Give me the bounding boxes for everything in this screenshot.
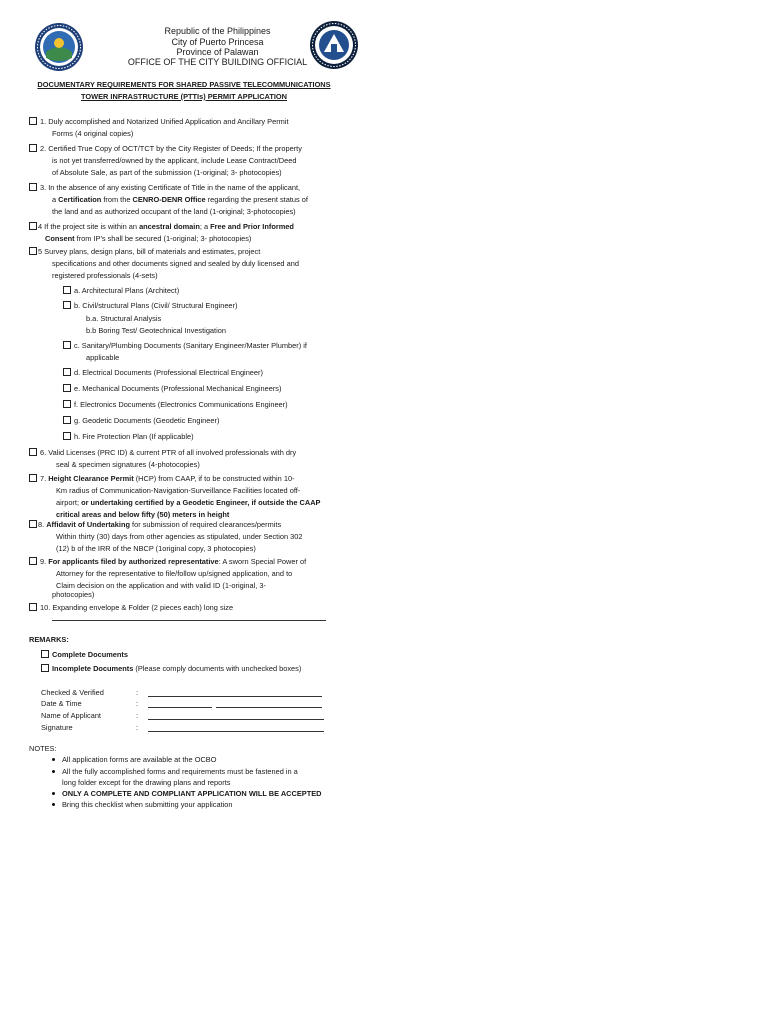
bullet-icon [52, 758, 55, 761]
checkbox[interactable] [63, 416, 71, 424]
requirement-9-cont: Attorney for the representative to file/follow up/signed application, and to [56, 569, 293, 578]
field-line-applicant[interactable] [148, 710, 324, 720]
sub-item-f: f. Electronics Documents (Electronics Communications Engineer) [63, 399, 288, 411]
checkbox[interactable] [41, 664, 49, 672]
field-label-checked: Checked & Verified [41, 688, 104, 697]
requirement-6-cont: seal & specimen signatures (4-photocopies) [56, 460, 200, 469]
requirement-6: 6. Valid Licenses (PRC ID) & current PTR of all involved professionals with dry [29, 447, 296, 459]
requirement-1-cont: Forms (4 original copies) [52, 129, 134, 138]
requirement-4: 4 If the project site is within an ancestral domain; a Free and Prior Informed [29, 221, 294, 233]
city-seal-left [34, 22, 84, 72]
header-line-city: City of Puerto Princesa [171, 37, 264, 47]
sub-item-h: h. Fire Protection Plan (If applicable) [63, 431, 194, 443]
requirement-9: 9. For applicants filed by authorized representative: A sworn Special Power of [29, 556, 306, 568]
checkbox[interactable] [29, 474, 37, 482]
requirement-5-cont: specifications and other documents signed and sealed by duly licensed and [52, 259, 299, 268]
field-label-date: Date & Time [41, 699, 82, 708]
checkbox[interactable] [63, 432, 71, 440]
sub-item-a: a. Architectural Plans (Architect) [63, 285, 179, 297]
header-line-office: OFFICE OF THE CITY BUILDING OFFICIAL [127, 57, 308, 67]
notes-heading: NOTES: [29, 744, 57, 753]
checkbox[interactable] [29, 603, 37, 611]
note-item: Bring this checklist when submitting your application [52, 799, 232, 811]
note-item: All the fully accomplished forms and requirements must be fastened in a [52, 766, 298, 778]
checkbox[interactable] [63, 368, 71, 376]
sub-item-ba: b.a. Structural Analysis [86, 314, 162, 323]
requirement-3-cont: the land and as authorized occupant of the land (1-original; 3-photocopies) [52, 207, 296, 216]
requirement-9-cont: photocopies) [52, 590, 95, 599]
field-colon: : [136, 688, 139, 697]
remark-incomplete: Incomplete Documents (Please comply documents with unchecked boxes) [41, 663, 301, 675]
divider-line [52, 620, 326, 621]
requirement-8: 8. Affidavit of Undertaking for submission of required clearances/permits [29, 519, 281, 531]
checkbox[interactable] [63, 341, 71, 349]
checkbox[interactable] [29, 183, 37, 191]
requirement-9-cont: Claim decision on the application and with valid ID (1-original, 3- [56, 581, 266, 590]
checkbox[interactable] [41, 650, 49, 658]
checkbox[interactable] [63, 400, 71, 408]
bullet-icon [52, 792, 55, 795]
sub-item-c: c. Sanitary/Plumbing Documents (Sanitary Engineer/Master Plumber) if [63, 340, 307, 352]
field-colon: : [136, 699, 139, 708]
sub-item-bb: b.b Boring Test/ Geotechnical Investigation [86, 326, 226, 335]
field-colon: : [136, 711, 139, 720]
requirement-2-cont: is not yet transferred/owned by the applicant, include Lease Contract/Deed [52, 156, 297, 165]
field-label-applicant: Name of Applicant [41, 711, 101, 720]
sub-item-d: d. Electrical Documents (Professional Electrical Engineer) [63, 367, 263, 379]
requirement-8-cont: Within thirty (30) days from other agencies as stipulated, under Section 302 [56, 532, 303, 541]
checkbox[interactable] [29, 117, 37, 125]
field-line-checked[interactable] [148, 687, 322, 697]
header-line-province: Province of Palawan [176, 47, 259, 57]
checkbox[interactable] [29, 520, 37, 528]
checkbox[interactable] [29, 144, 37, 152]
field-line-time[interactable] [216, 698, 322, 708]
requirement-3: 3. In the absence of any existing Certificate of Title in the name of the applicant, [29, 182, 300, 194]
requirement-10: 10. Expanding envelope & Folder (2 pieces each) long size [29, 602, 233, 614]
bullet-icon [52, 803, 55, 806]
requirement-8-cont: (12) b of the IRR of the NBCP (1original copy, 3 photocopies) [56, 544, 256, 553]
requirement-2-cont: of Absolute Sale, as part of the submission (1-original; 3- photocopies) [52, 168, 282, 177]
sub-item-b: b. Civil/structural Plans (Civil/ Structural Engineer) [63, 300, 237, 312]
note-item: ONLY A COMPLETE AND COMPLIANT APPLICATION WILL BE ACCEPTED [52, 788, 322, 800]
requirement-7: 7. Height Clearance Permit (HCP) from CAAP, if to be constructed within 10- [29, 473, 295, 485]
requirement-2: 2. Certified True Copy of OCT/TCT by the City Register of Deeds; If the property [29, 143, 302, 155]
checkbox[interactable] [63, 286, 71, 294]
header-line-republic: Republic of the Philippines [164, 26, 271, 36]
requirement-4-cont: Consent from IP's shall be secured (1-original; 3- photocopies) [45, 234, 252, 243]
requirement-5-cont: registered professionals (4-sets) [52, 271, 158, 280]
checkbox[interactable] [29, 448, 37, 456]
field-line-signature[interactable] [148, 722, 324, 732]
requirement-3-cont: a Certification from the CENRO-DENR Office regarding the present status of [52, 195, 308, 204]
bullet-icon [52, 770, 55, 773]
checkbox[interactable] [63, 384, 71, 392]
requirement-7-cont: Km radius of Communication-Navigation-Surveillance Facilities located off- [56, 486, 301, 495]
requirement-7-cont: airport; or undertaking certified by a Geodetic Engineer, if outside the CAAP [56, 498, 321, 507]
field-colon: : [136, 723, 139, 732]
sub-item-c-cont: applicable [86, 353, 120, 362]
note-item: All application forms are available at the OCBO [52, 754, 216, 766]
checkbox[interactable] [29, 557, 37, 565]
document-title-line1: DOCUMENTARY REQUIREMENTS FOR SHARED PASSIVE TELECOMMUNICATIONS [37, 80, 331, 89]
field-label-signature: Signature [41, 723, 73, 732]
sub-item-e: e. Mechanical Documents (Professional Mechanical Engineers) [63, 383, 281, 395]
note-item-cont: long folder except for the drawing plans and reports [62, 778, 231, 787]
checkbox[interactable] [29, 222, 37, 230]
requirement-1: 1. Duly accomplished and Notarized Unified Application and Ancillary Permit [29, 116, 289, 128]
requirement-7-cont: critical areas and below fifty (50) meters in height [56, 510, 230, 519]
document-title-line2: TOWER INFRASTRUCTURE (PTTIs) PERMIT APPLICATION [81, 92, 287, 101]
sub-item-g: g. Geodetic Documents (Geodetic Engineer) [63, 415, 219, 427]
remark-complete: Complete Documents [41, 649, 128, 661]
checkbox[interactable] [29, 247, 37, 255]
requirement-5: 5 Survey plans, design plans, bill of materials and estimates, project [29, 246, 260, 258]
field-line-date[interactable] [148, 698, 212, 708]
remarks-heading: REMARKS: [29, 635, 69, 644]
checkbox[interactable] [63, 301, 71, 309]
